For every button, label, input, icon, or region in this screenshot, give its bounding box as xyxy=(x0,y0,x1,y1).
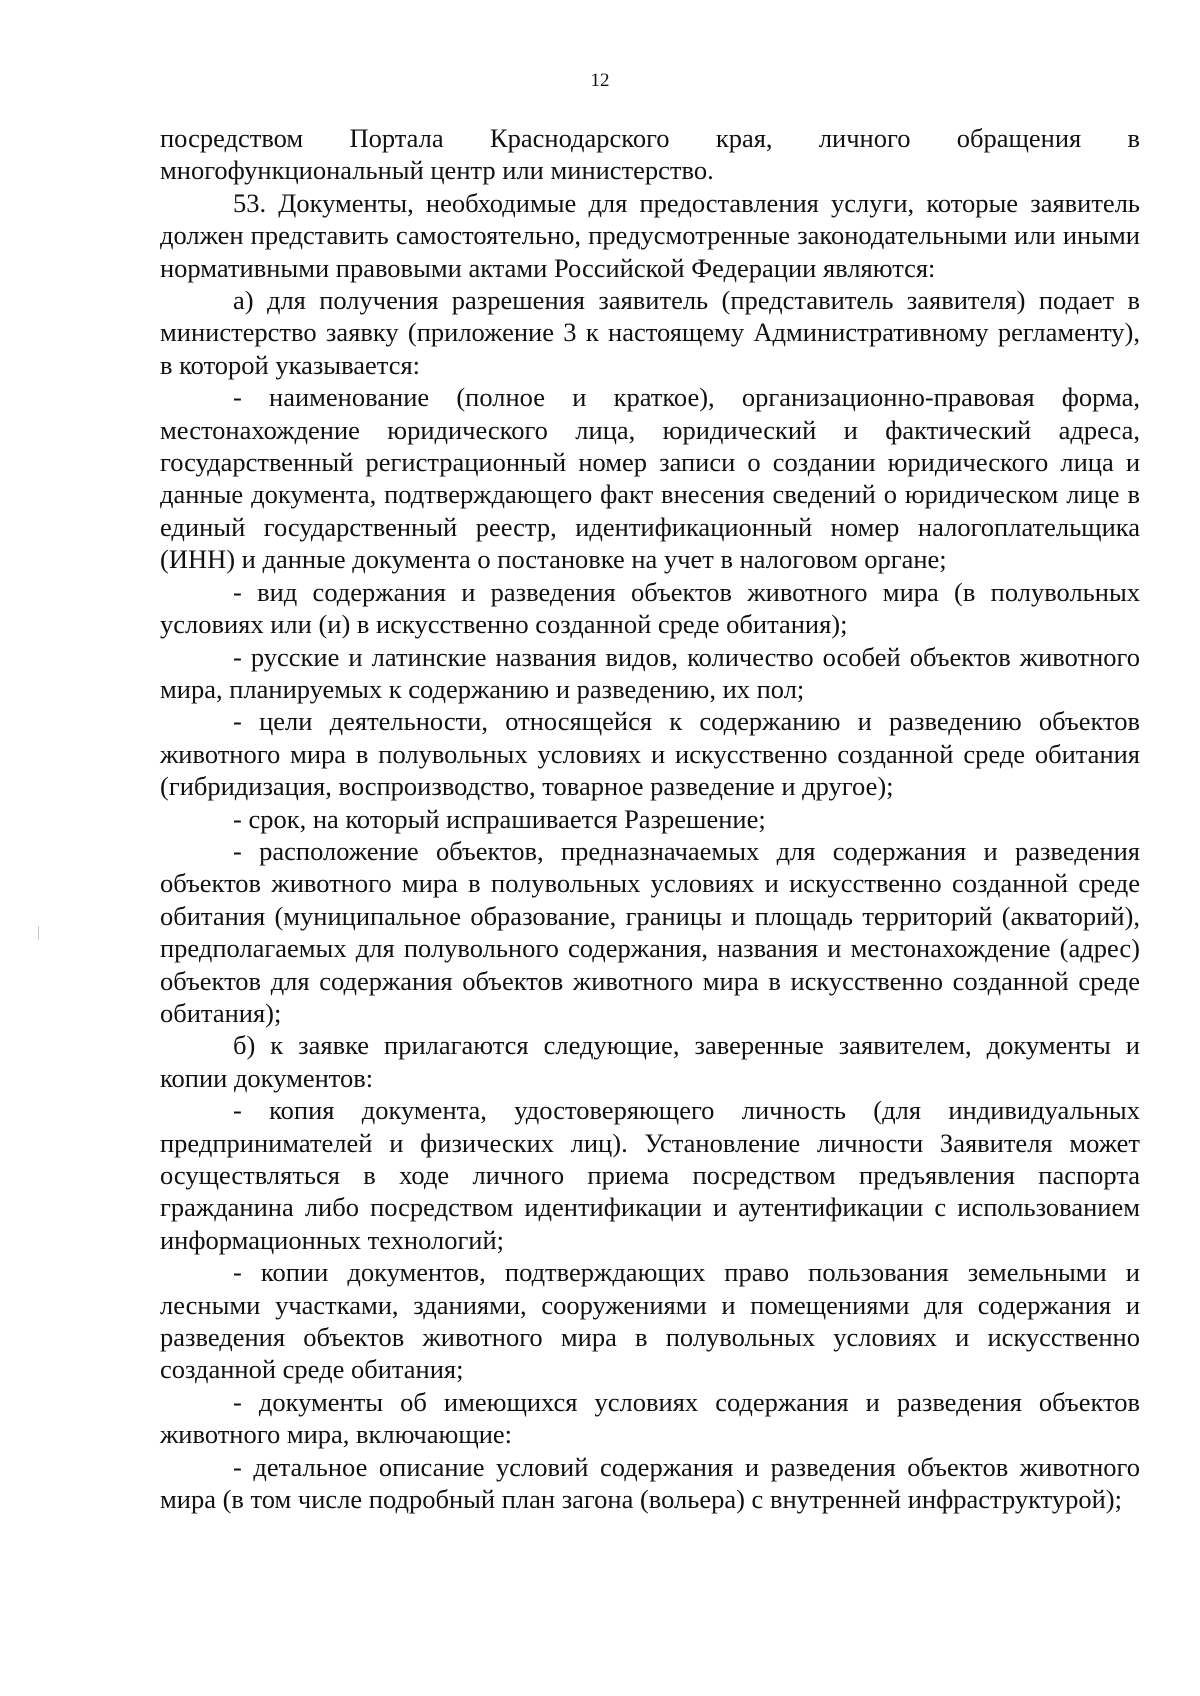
list-item-land-rights: - копии документов, подтверждающих право пользования земельными и лесными участками, зданиями, сооружениями и помещениями для содержания и разведения объектов животного мира в полувольных условиях и искусственно созданной среде обитания; xyxy=(160,1257,1140,1385)
list-item-identity-document: - копия документа, удостоверяющего личность (для индивидуальных предпринимателей и физических лиц). Установление личности Заявителя может осуществляться в ходе личного приема посредством предъявления паспорта гражданина либо посредством идентификации и аутентификации с использованием информационных технологий; xyxy=(160,1095,1140,1255)
paragraph-subitem-a: а) для получения разрешения заявитель (представитель заявителя) подает в министерство заявку (приложение 3 к настоящему Административному регламенту), в которой указывается: xyxy=(160,285,1140,380)
list-item-activity-goals: - цели деятельности, относящейся к содержанию и разведению объектов животного мира в полувольных условиях и искусственно созданной среде обитания (гибридизация, воспроизводство, товарное разведение и другое); xyxy=(160,706,1140,802)
list-item-facility-location: - расположение объектов, предназначаемых для содержания и разведения объектов животного мира в полувольных условиях и искусственно созданной среде обитания (муниципальное образование, границы и площадь территорий (акваторий), предполагаемых для полувольного содержания, названия и местонахождение (адрес) объектов для содержания объектов животного мира в искусственно созданной среде обитания); xyxy=(160,835,1140,1028)
list-item-keeping-type: - вид содержания и разведения объектов животного мира (в полувольных условиях или (и) в искусственно созданной среде обитания); xyxy=(160,576,1140,640)
paragraph-continuation: посредством Портала Краснодарского края, личного обращения в многофункциональный центр или министерство. xyxy=(160,123,1140,186)
list-item-permit-term: - срок, на который испрашивается Разрешение; xyxy=(233,803,766,834)
document-body xyxy=(160,122,1140,1515)
page-number: 12 xyxy=(590,70,610,91)
list-item-conditions-documents: - документы об имеющихся условиях содержания и разведения объектов животного мира, включающие: xyxy=(160,1386,1140,1450)
list-item-organization-details: - наименование (полное и краткое), организационно-правовая форма, местонахождение юридического лица, юридический и фактический адреса, государственный регистрационный номер записи о создании юридического лица и данные документа, подтверждающего факт внесения сведений о юридическом лице в единый государственный реестр, идентификационный номер налогоплательщика (ИНН) и данные документа о постановке на учет в налоговом органе; xyxy=(160,382,1140,575)
list-item-species-names: - русские и латинские названия видов, количество особей объектов животного мира, планируемых к содержанию и разведению, их пол; xyxy=(160,641,1140,704)
paragraph-subitem-b: б) к заявке прилагаются следующие, заверенные заявителем, документы и копии документов: xyxy=(160,1030,1140,1093)
paragraph-item-53: 53. Документы, необходимые для предоставления услуги, которые заявитель должен представить самостоятельно, предусмотренные законодательными или иными нормативными правовыми актами Российской Федерации являются: xyxy=(160,187,1140,283)
scan-artifact xyxy=(38,926,39,940)
list-item-detailed-description: - детальное описание условий содержания и разведения объектов животного мира (в том числе подробный план загона (вольера) с внутренней инфраструктурой); xyxy=(160,1451,1140,1515)
